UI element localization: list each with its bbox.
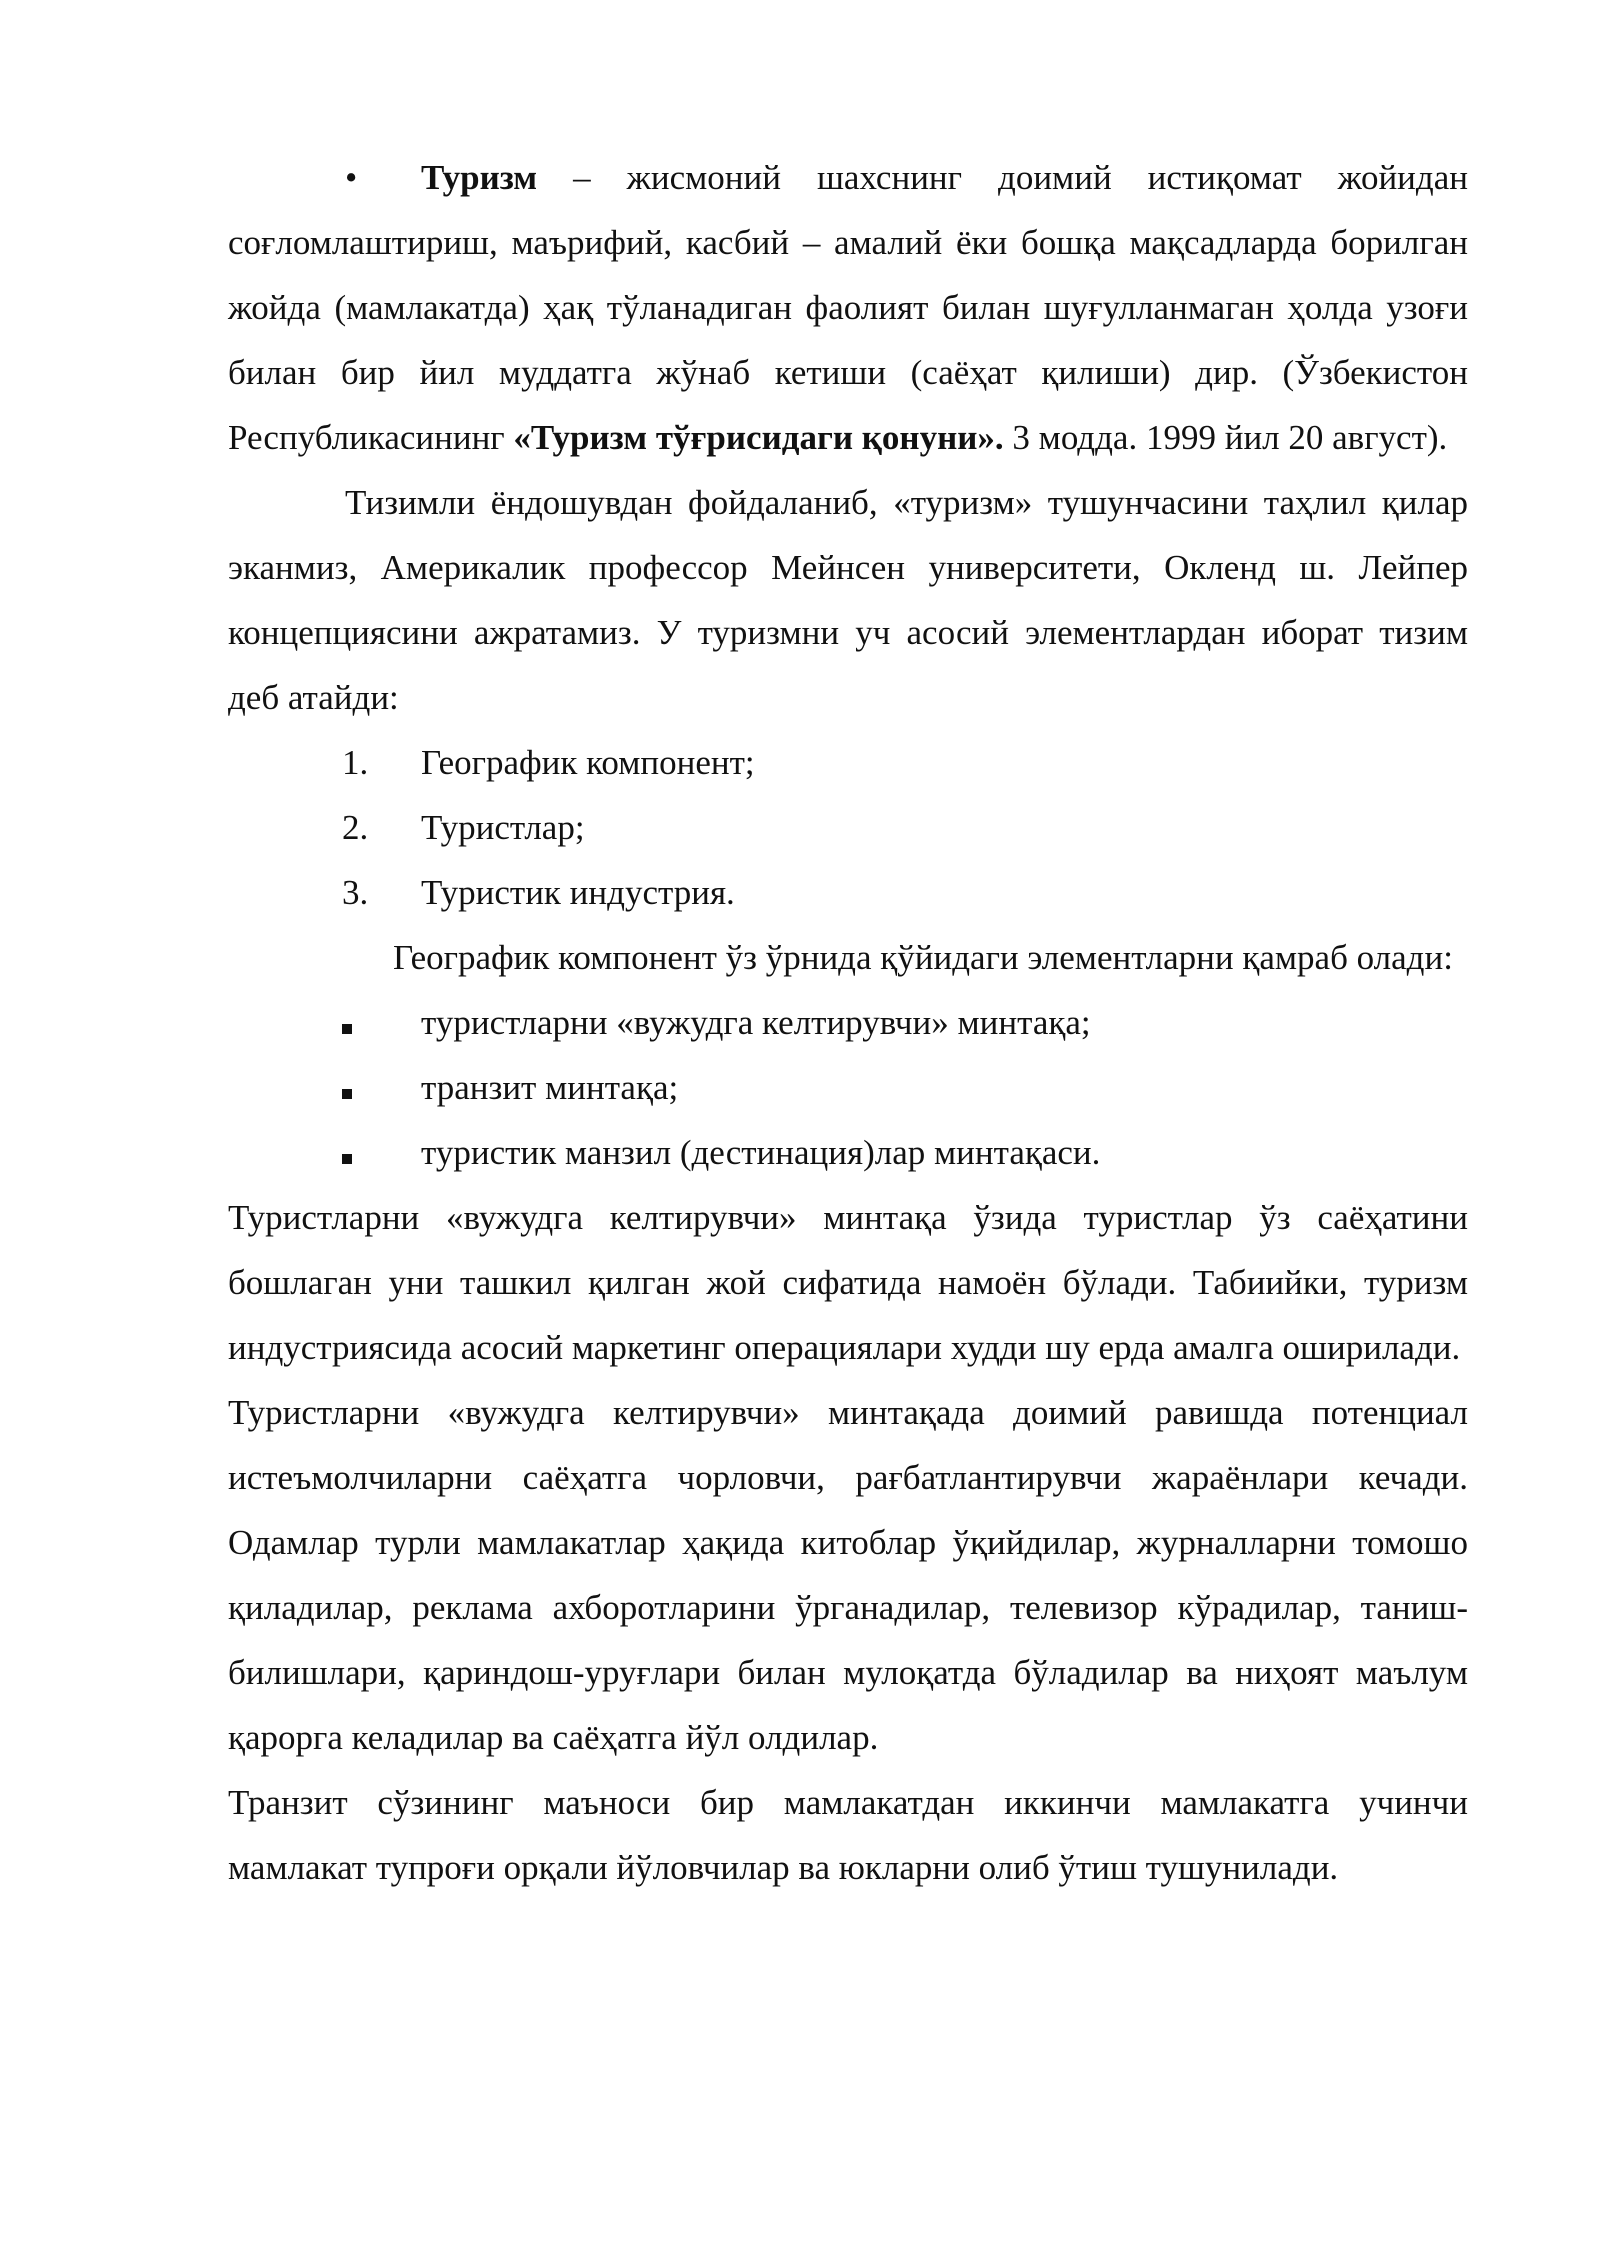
list-item [228,730,1468,795]
square-bullet-list [228,990,1468,1185]
list-number: 2. [342,808,369,847]
paragraph-generating-region: Туристларни «вужудга келтирувчи» минтақа ўзида туристлар ўз саёҳатини бошлаган уни ташкил қилган жой сифатида намоён бўлади. Табиийки, туризм индустриясида асосий маркетинг операциялари худди шу ерда амалга оширилади. [228,1198,1468,1367]
list-item-text: Туристлар; [421,808,585,847]
document-page [228,145,1468,1900]
list-item-text: туристларни «вужудга келтирувчи» минтақа; [421,1003,1091,1042]
list-item-text: транзит минтақа; [421,1068,679,1107]
law-reference: 3 модда. 1999 йил 20 август). [1003,418,1448,457]
list-item-text: Географик компонент; [421,743,755,782]
list-item [228,1055,1468,1120]
list-item-text: туристик манзил (дестинация)лар минтақаси. [421,1133,1101,1172]
definition-text: – жисмоний шахснинг доимий истиқомат жойидан соғломлаштириш, маърифий, касбий – амалий ёки бошқа мақсадларда борилган жойда (мамлакатда) ҳақ тўланадиган фаолият билан шуғулланмаган ҳолда узоғи билан бир йил муддатга жўнаб кетиши (саёҳат қилиши) дир. (Ўзбекистон Республикасининг [228,158,1468,457]
paragraph-tourism-definition [228,145,1468,470]
list-item [228,860,1468,925]
list-item-text: Туристик индустрия. [421,873,735,912]
list-number: 3. [342,873,369,912]
square-bullet-icon [342,1120,352,1185]
numbered-list [228,730,1468,925]
paragraph-transit: Транзит сўзининг маъноси бир мамлакатдан иккинчи мамлакатга учинчи мамлакат тупроғи орқали йўловчилар ва юкларни олиб ўтиш тушунилади. [228,1783,1468,1887]
square-bullet-icon [342,990,352,1055]
term-tourism: Туризм [421,158,538,197]
paragraph-systems-approach: Тизимли ёндошувдан фойдаланиб, «туризм» тушунчасини таҳлил қилар эканмиз, Америкалик профессор Мейнсен университети, Окленд ш. Лейпер концепциясини ажратамиз. У туризмни уч асосий элементлардан иборат тизим деб атайди: [228,483,1468,717]
paragraph-consumer-process: Туристларни «вужудга келтирувчи» минтақада доимий равишда потенциал истеъмолчиларни саёҳатга чорловчи, рағбатлантирувчи жараёнлари кечади. Одамлар турли мамлакатлар ҳақида китоблар ўқийдилар, журналларни томошо қиладилар, реклама ахборотларини ўрганадилар, телевизор кўрадилар, таниш-билишлари, қариндош-уруғлари билан мулоқатда бўладилар ва ниҳоят маълум қарорга келадилар ва саёҳатга йўл олдилар. [228,1393,1468,1757]
list-item [228,795,1468,860]
law-title: «Туризм тўғрисидаги қонуни». [513,418,1004,457]
paragraph-geographic-component: Географик компонент ўз ўрнида қўйидаги элементларни қамраб олади: [393,938,1453,977]
bullet-dot: • [345,158,358,197]
list-item [228,1120,1468,1185]
list-item [228,990,1468,1055]
list-number: 1. [342,743,369,782]
square-bullet-icon [342,1055,352,1120]
